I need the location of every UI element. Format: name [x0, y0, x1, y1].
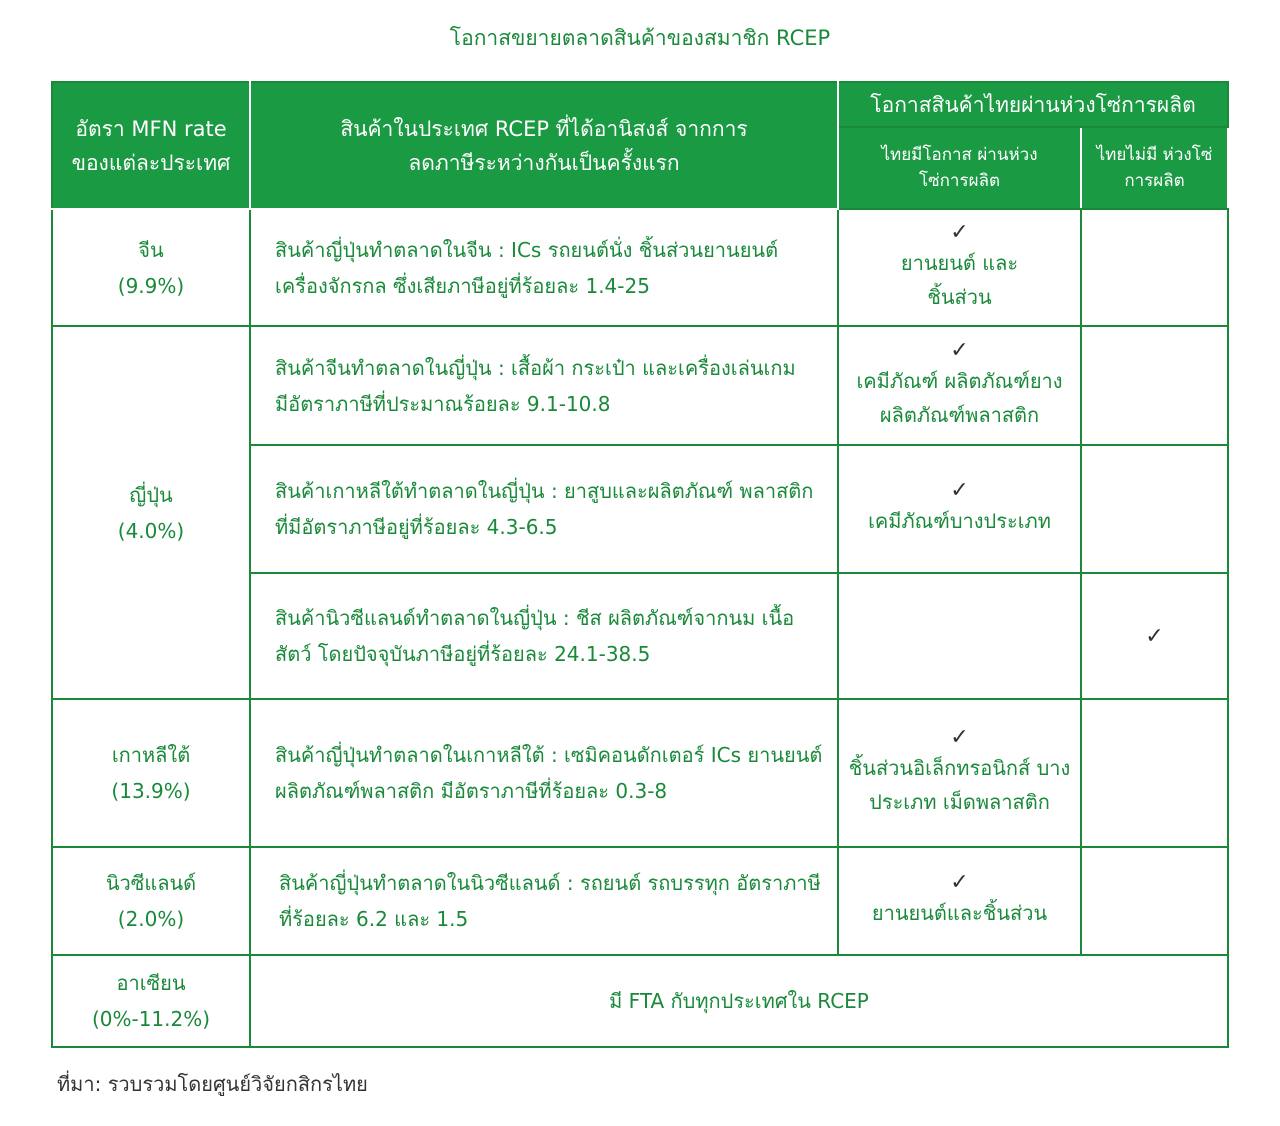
mfn-rate: (0%-11.2%) [91, 1007, 211, 1031]
page-title: โอกาสขยายตลาดสินค้าของสมาชิก RCEP [449, 26, 831, 50]
opportunity-text: เคมีภัณฑ์ ผลิตภัณฑ์ยาง ผลิตภัณฑ์พลาสติก [856, 368, 1063, 427]
no-chain-cell [1081, 847, 1228, 955]
opportunity-cell [838, 326, 1081, 445]
mfn-rate: (9.9%) [117, 273, 185, 298]
header-thai-opportunity: โอกาสสินค้าไทยผ่านห่วงโซ่การผลิต [838, 82, 1228, 127]
no-chain-cell [1081, 699, 1228, 847]
check-icon: ✓ [950, 725, 969, 750]
country-cell [52, 699, 250, 847]
country-name: อาเซียน [116, 971, 186, 995]
table-row [52, 209, 1228, 326]
opportunity-cell [838, 699, 1081, 847]
goods-cell: สินค้านิวซีแลนด์ทำตลาดในญี่ปุ่น : ชีส ผลิตภัณฑ์จากนม เนื้อสัตว์ โดยปัจจุบันภาษีอยู่ที่ร้อยละ 24.1-38.5 [250, 573, 838, 699]
country-cell [52, 847, 250, 955]
country-name: เกาหลีใต้ [111, 743, 191, 767]
opportunity-cell [838, 573, 1081, 699]
country-name: นิวซีแลนด์ [105, 871, 197, 895]
check-icon: ✓ [950, 870, 969, 895]
no-chain-cell [1081, 209, 1228, 326]
goods-cell: สินค้าจีนทำตลาดในญี่ปุ่น : เสื้อผ้า กระเป๋า และเครื่องเล่นเกม มีอัตราภาษีที่ประมาณร้อยละ 9.1-10.8 [250, 326, 838, 445]
rcep-table [51, 81, 1229, 1048]
goods-cell: สินค้าเกาหลีใต้ทำตลาดในญี่ปุ่น : ยาสูบและผลิตภัณฑ์ พลาสติกที่มีอัตราภาษีอยู่ที่ร้อยละ 4.3-6.5 [250, 445, 838, 573]
opportunity-cell [838, 445, 1081, 573]
country-name: ญี่ปุ่น [129, 482, 173, 507]
header-rcep-goods: สินค้าในประเทศ RCEP ที่ได้อานิสงส์ จากการลดภาษีระหว่างกันเป็นครั้งแรก [250, 82, 838, 209]
header-mfn-rate: อัตรา MFN rate ของแต่ละประเทศ [52, 82, 250, 209]
no-chain-cell [1081, 326, 1228, 445]
opportunity-text: ชิ้นส่วนอิเล็กทรอนิกส์ บางประเภท เม็ดพลาสติก [848, 756, 1071, 814]
mfn-rate: (13.9%) [111, 779, 191, 803]
goods-cell: สินค้าญี่ปุ่นทำตลาดในเกาหลีใต้ : เซมิคอนดักเตอร์ ICs ยานยนต์ ผลิตภัณฑ์พลาสติก มีอัตราภาษีที่ร้อยละ 0.3-8 [250, 699, 838, 847]
check-icon: ✓ [950, 478, 969, 503]
opportunity-text: ยานยนต์และชิ้นส่วน [871, 901, 1048, 925]
header-thai-has-chain: ไทยมีโอกาส ผ่านห่วงโซ่การผลิต [838, 127, 1081, 209]
country-cell [52, 955, 250, 1047]
table-row [52, 326, 1228, 445]
opportunity-cell [838, 847, 1081, 955]
header-thai-no-chain: ไทยไม่มี ห่วงโซ่การผลิต [1081, 127, 1228, 209]
goods-cell: สินค้าญี่ปุ่นทำตลาดในนิวซีแลนด์ : รถยนต์ รถบรรทุก อัตราภาษีที่ร้อยละ 6.2 และ 1.5 [250, 847, 838, 955]
opportunity-cell [838, 209, 1081, 326]
source-note: ที่มา: รวบรวมโดยศูนย์วิจัยกสิกรไทย [57, 1072, 368, 1096]
table-row [52, 955, 1228, 1047]
check-icon: ✓ [950, 337, 969, 363]
fta-note: มี FTA กับทุกประเทศใน RCEP [250, 955, 1228, 1047]
opportunity-text: เคมีภัณฑ์บางประเภท [868, 509, 1051, 533]
table-row [52, 847, 1228, 955]
country-cell [52, 326, 250, 699]
country-name: จีน [138, 237, 164, 262]
mfn-rate: (4.0%) [117, 518, 185, 543]
no-chain-cell [1081, 445, 1228, 573]
mfn-rate: (2.0%) [117, 907, 185, 931]
check-icon: ✓ [1081, 573, 1228, 699]
goods-cell: สินค้าญี่ปุ่นทำตลาดในจีน : ICs รถยนต์นั่ง ชิ้นส่วนยานยนต์ เครื่องจักรกล ซึ่งเสียภาษีอยู่ที่ร้อยละ 1.4-25 [250, 209, 838, 326]
country-cell [52, 209, 250, 326]
table-row [52, 699, 1228, 847]
check-icon: ✓ [950, 219, 969, 245]
opportunity-text: ยานยนต์ และชิ้นส่วน [900, 250, 1019, 309]
